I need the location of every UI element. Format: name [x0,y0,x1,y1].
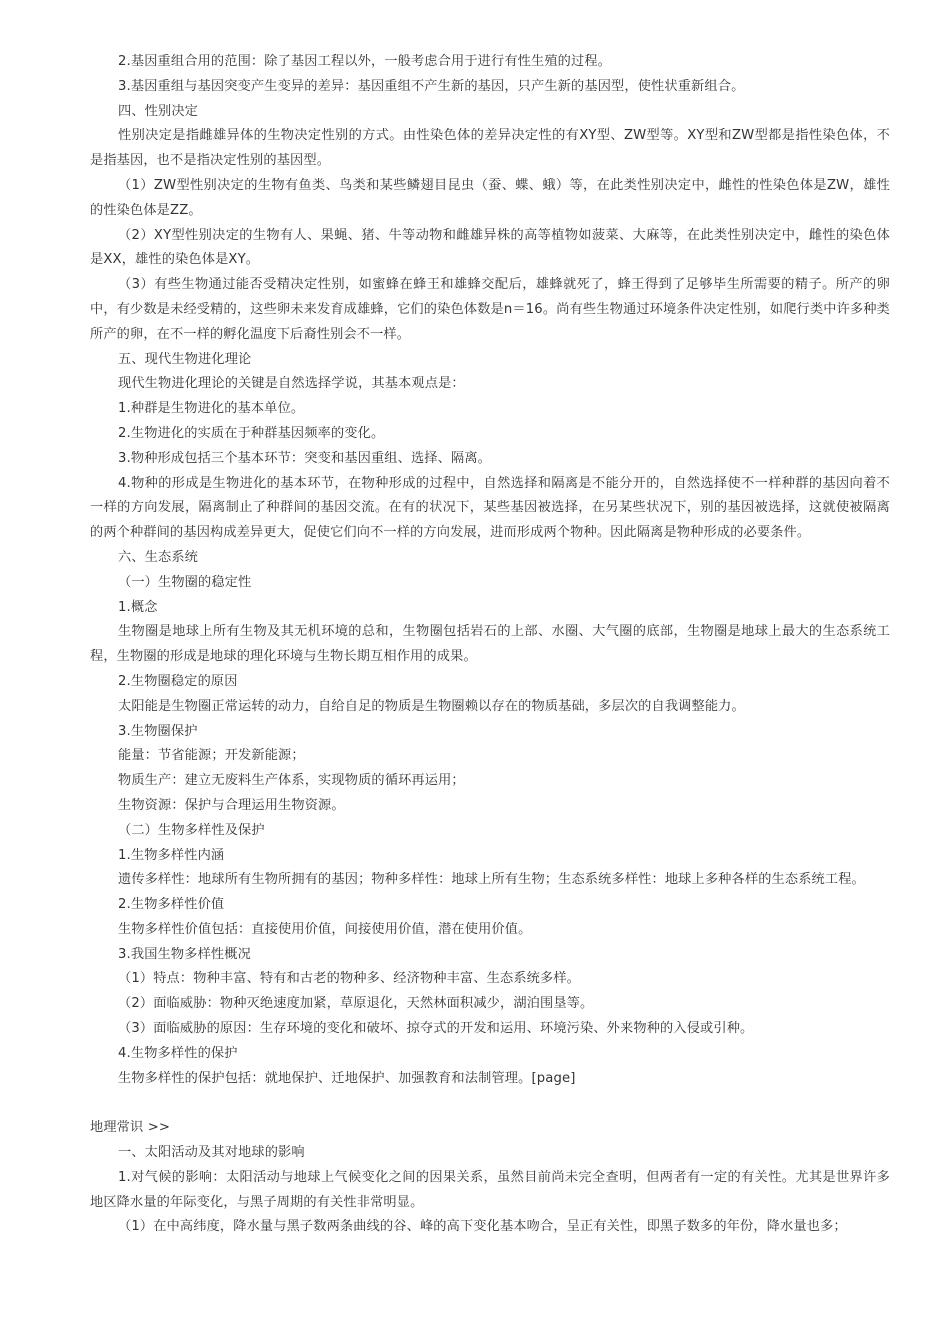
paragraph: 1.对气候的影响：太阳活动与地球上气候变化之间的因果关系，虽然目前尚未完全查明，但两者有一定的有关性。尤其是世界许多地区降水量的年际变化，与黑子周期的有关性非常明显。 [90,1169,890,1210]
subsection-heading: （一）生物圈的稳定性 [118,574,252,590]
paragraph: 现代生物进化理论的关键是自然选择学说，其基本观点是： [118,376,465,392]
list-item: （1）特点：物种丰富、特有和古老的物种多、经济物种丰富、生态系统多样。 [118,971,581,987]
item-heading: 1.概念 [118,599,158,615]
list-item: 3.物种形成包括三个基本环节：突变和基因重组、选择、隔离。 [118,450,491,466]
section-heading: 五、现代生物进化理论 [118,351,252,367]
list-item: 2.生物进化的实质在于种群基因频率的变化。 [118,425,385,441]
section-biology [90,50,890,1091]
paragraph: （1）ZW型性别决定的生物有鱼类、鸟类和某些鳞翅目昆虫（蚕、蝶、蛾）等，在此类性别决定中，雌性的性染色体是ZW，雄性的性染色体是ZZ。 [90,177,890,218]
item-heading: 1.生物多样性内涵 [118,847,225,863]
item-heading: 2.生物圈稳定的原因 [118,673,238,689]
section-title: 地理常识 >> [90,1120,171,1136]
item-heading: 4.生物多样性的保护 [118,1045,238,1061]
paragraph: （1）在中高纬度，降水量与黑子数两条曲线的谷、峰的高下变化基本吻合，呈正有关性，即黑子数多的年份，降水量也多； [118,1219,847,1235]
paragraph: 遗传多样性：地球所有生物所拥有的基因；物种多样性：地球上所有生物；生态系统多样性：地球上多种各样的生态系统工程。 [118,872,865,888]
paragraph: 生物圈是地球上所有生物及其无机环境的总和，生物圈包括岩石的上部、水圈、大气圈的底部，生物圈是地球上最大的生态系统工程，生物圈的形成是地球的理化环境与生物长期互相作用的成果。 [90,624,890,665]
paragraph: 性别决定是指雌雄异体的生物决定性别的方式。由性染色体的差异决定性的有XY型、ZW型等。XY型和ZW型都是指性染色体，不是指基因，也不是指决定性别的基因型。 [90,128,890,169]
paragraph: （2）XY型性别决定的生物有人、果蝇、猪、牛等动物和雌雄异株的高等植物如菠菜、大麻等，在此类性别决定中，雌性的染色体是XX，雄性的染色体是XY。 [90,227,890,268]
item-heading: 3.我国生物多样性概况 [118,946,251,962]
paragraph: 2.基因重组合用的范围：除了基因工程以外，一般考虑合用于进行有性生殖的过程。 [118,54,612,69]
paragraph: 物质生产：建立无废料生产体系，实现物质的循环再运用； [118,773,465,789]
item-heading: 3.生物圈保护 [118,723,198,739]
paragraph: 太阳能是生物圈正常运转的动力，自给自足的物质是生物圈赖以存在的物质基础，多层次的自我调整能力。 [118,698,745,714]
section-heading: 一、太阳活动及其对地球的影响 [118,1145,305,1161]
paragraph: 生物资源：保护与合理运用生物资源。 [118,797,345,813]
paragraph: 生物多样性价值包括：直接使用价值，间接使用价值，潜在使用价值。 [118,921,532,937]
paragraph: （3）有些生物通过能否受精决定性别，如蜜蜂在蜂王和雄蜂交配后，雄蜂就死了，蜂王得到了足够毕生所需要的精子。所产的卵中，有少数是未经受精的，这些卵未来发育成雄蜂，它们的染色体数是n＝16。尚有些生物通过环境条件决定性别，如爬行类中许多种类所产的卵，在不一样的孵化温度下后裔性别会不一样。 [90,277,890,342]
section-heading: 四、性别决定 [118,103,199,119]
section-geography [90,1116,890,1240]
list-item: 4.物种的形成是生物进化的基本环节，在物种形成的过程中，自然选择和隔离是不能分开的，自然选择使不一样种群的基因向着不一样的方向发展，隔离制止了种群间的基因交流。在有的状况下，某些基因被选择，在另某些状况下，别的基因被选择，这就使被隔离的两个种群间的基因构成差异更大，促使它们向不一样的方向发展，进而形成两个物种。因此隔离是物种形成的必要条件。 [90,475,890,541]
paragraph: 3.基因重组与基因突变产生变异的差异：基因重组不产生新的基因，只产生新的基因型，使性状重新组合。 [118,78,745,94]
paragraph: 生物多样性的保护包括：就地保护、迁地保护、加强教育和法制管理。[page] [118,1070,576,1086]
subsection-heading: （二）生物多样性及保护 [118,822,265,838]
section-heading: 六、生态系统 [118,549,199,565]
list-item: 1.种群是生物进化的基本单位。 [118,401,305,417]
paragraph: 能量：节省能源；开发新能源； [118,748,305,764]
list-item: （2）面临威胁：物种灭绝速度加紧，草原退化，天然林面积减少，湖泊围垦等。 [118,996,594,1012]
blank-line [90,1091,890,1116]
list-item: （3）面临威胁的原因：生存环境的变化和破坏、掠夺式的开发和运用、环境污染、外来物种的入侵或引种。 [118,1021,754,1037]
item-heading: 2.生物多样性价值 [118,897,225,913]
